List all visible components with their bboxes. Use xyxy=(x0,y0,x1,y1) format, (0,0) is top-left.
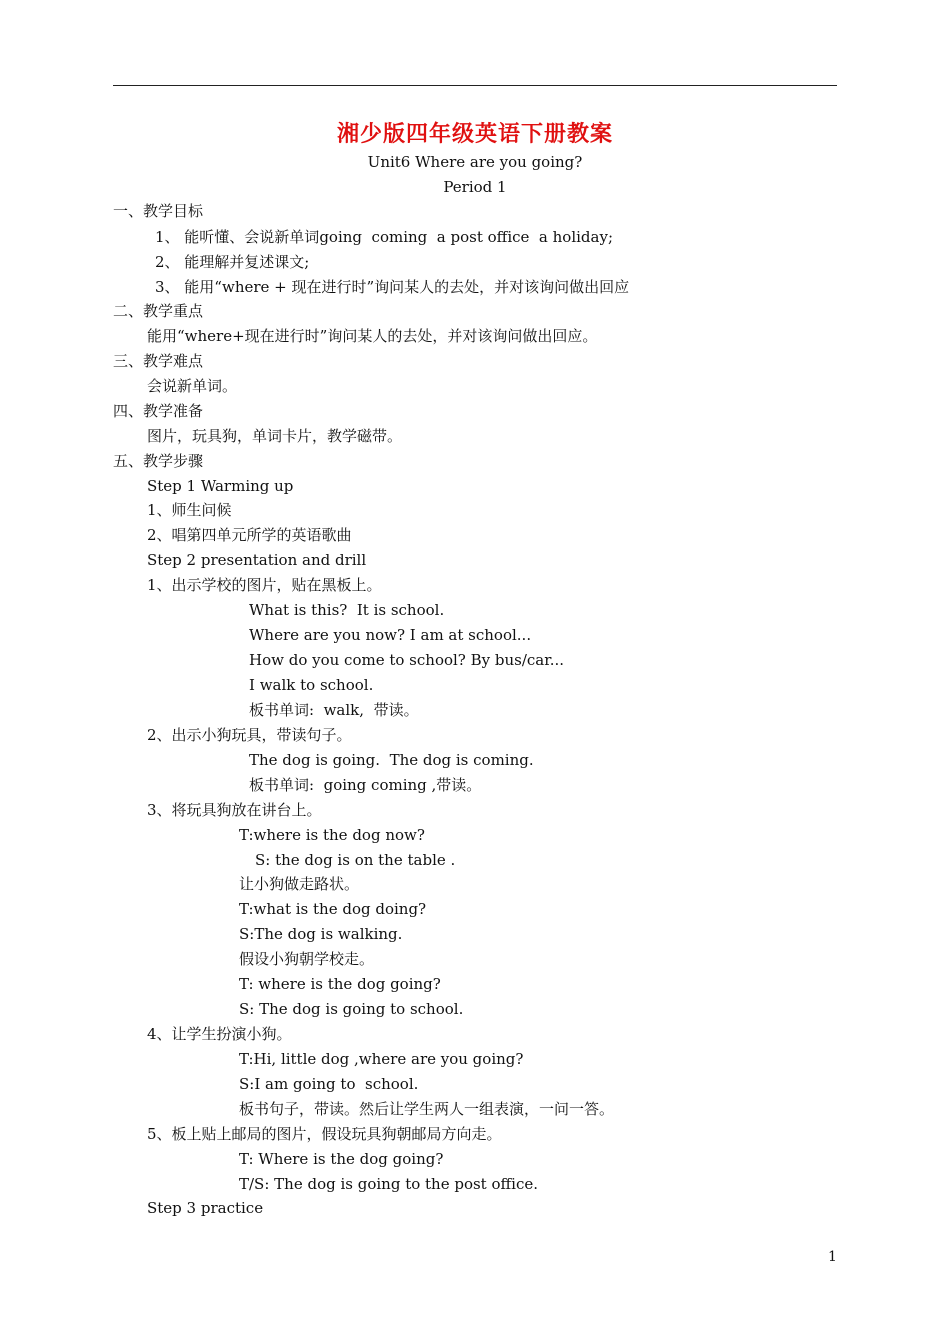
dialogue-line: 板书单词: walk, 带读。 xyxy=(249,701,419,719)
section-text: 图片，玩具狗，单词卡片，教学磁带。 xyxy=(147,427,403,445)
unit-title: Unit6 Where are you going? xyxy=(367,153,583,171)
dialogue-line: T:Hi, little dog ,where are you going? xyxy=(239,1050,524,1068)
dialogue-line: T/S: The dog is going to the post office. xyxy=(239,1175,539,1193)
step-heading: Step 1 Warming up xyxy=(147,477,294,495)
dialogue-line: What is this? It is school. xyxy=(249,601,445,619)
dialogue-line: 让小狗做走路状。 xyxy=(239,875,360,893)
period-label: Period 1 xyxy=(443,178,507,196)
step-heading: Step 3 practice xyxy=(147,1199,264,1217)
dialogue-line: 板书句子，带读。然后让学生两人一组表演，一问一答。 xyxy=(239,1100,615,1118)
step-item: 3、将玩具狗放在讲台上。 xyxy=(147,801,322,819)
dialogue-line: T: where is the dog going? xyxy=(239,975,441,993)
objective-item: 3、 能用“where + 现在进行时”询问某人的去处，并对该询问做出回应 xyxy=(155,278,630,296)
dialogue-line: T:where is the dog now? xyxy=(239,826,425,844)
dialogue-line: 板书单词: going coming ,带读。 xyxy=(249,776,482,794)
objective-item: 1、 能听懂、会说新单词going coming a post office a holiday; xyxy=(155,228,613,246)
step-item: 1、师生问候 xyxy=(147,501,232,519)
dialogue-line: S:The dog is walking. xyxy=(239,925,403,943)
step-item: 2、出示小狗玩具，带读句子。 xyxy=(147,726,352,744)
dialogue-line: Where are you now? I am at school... xyxy=(249,626,532,644)
step-item: 4、让学生扮演小狗。 xyxy=(147,1025,292,1043)
dialogue-line: I walk to school. xyxy=(249,676,374,694)
step-heading: Step 2 presentation and drill xyxy=(147,551,367,569)
page-number: 1 xyxy=(828,1249,837,1265)
dialogue-line: T:what is the dog doing? xyxy=(239,900,427,918)
section-heading: 一、教学目标 xyxy=(113,202,204,220)
step-item: 5、板上贴上邮局的图片，假设玩具狗朝邮局方向走。 xyxy=(147,1125,502,1143)
dialogue-line: S:I am going to school. xyxy=(239,1075,419,1093)
step-item: 1、出示学校的图片，贴在黑板上。 xyxy=(147,576,382,594)
section-text: 能用“where+现在进行时”询问某人的去处，并对该询问做出回应。 xyxy=(147,327,598,345)
section-heading: 三、教学难点 xyxy=(113,352,204,370)
dialogue-line: How do you come to school? By bus/car... xyxy=(249,651,565,669)
section-text: 会说新单词。 xyxy=(147,377,238,395)
dialogue-line: 假设小狗朝学校走。 xyxy=(239,950,375,968)
header-rule xyxy=(113,85,837,86)
section-heading: 二、教学重点 xyxy=(113,302,204,320)
dialogue-line: T: Where is the dog going? xyxy=(239,1150,444,1168)
step-item: 2、唱第四单元所学的英语歌曲 xyxy=(147,526,352,544)
section-heading: 五、教学步骤 xyxy=(113,452,204,470)
section-heading: 四、教学准备 xyxy=(113,402,204,420)
dialogue-line: S: the dog is on the table . xyxy=(255,851,456,869)
dialogue-line: S: The dog is going to school. xyxy=(239,1000,464,1018)
objective-item: 2、 能理解并复述课文; xyxy=(155,253,310,271)
page-title: 湘少版四年级英语下册教案 xyxy=(336,122,613,147)
dialogue-line: The dog is going. The dog is coming. xyxy=(249,751,534,769)
